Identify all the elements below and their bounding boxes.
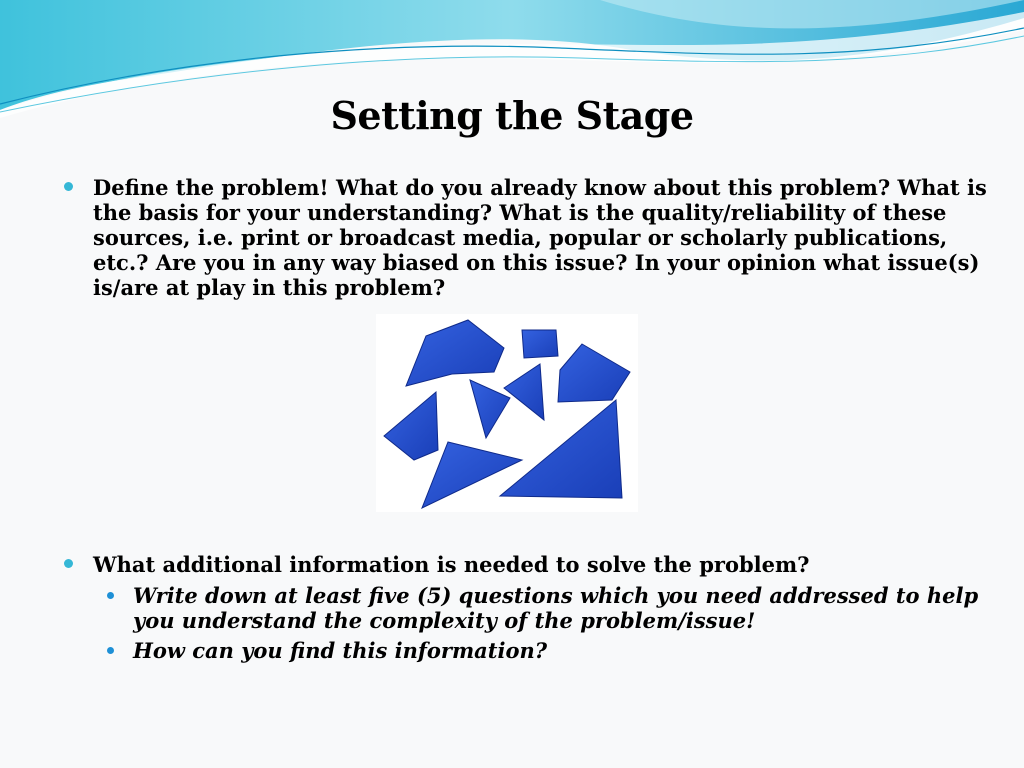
subbullet-five-questions: Write down at least five (5) questions which you need addressed to help you understand the complexity of the problem/issue! [133, 583, 979, 633]
bullet-dot-icon [64, 559, 73, 568]
tangram-pieces-icon [376, 314, 638, 512]
bullet-additional-info: What additional information is needed to solve the problem? [93, 552, 810, 577]
subbullet-dot-icon [107, 592, 114, 599]
bullet-dot-icon [64, 182, 73, 191]
subbullet-find-information: How can you find this information? [133, 638, 548, 663]
tangram-pieces-image [376, 314, 638, 512]
bullet-define-problem: Define the problem! What do you already know about this problem? What is the basis for your understanding? What is the quality/reliability of these sources, i.e. print or broadcast media, popular or scholarly publications, etc.? Are you in any way biased on this issue? In your opinion what issue(s) is/are at play in this problem? [93, 175, 987, 300]
subbullet-dot-icon [107, 647, 114, 654]
slide-title: Setting the Stage [330, 93, 694, 138]
